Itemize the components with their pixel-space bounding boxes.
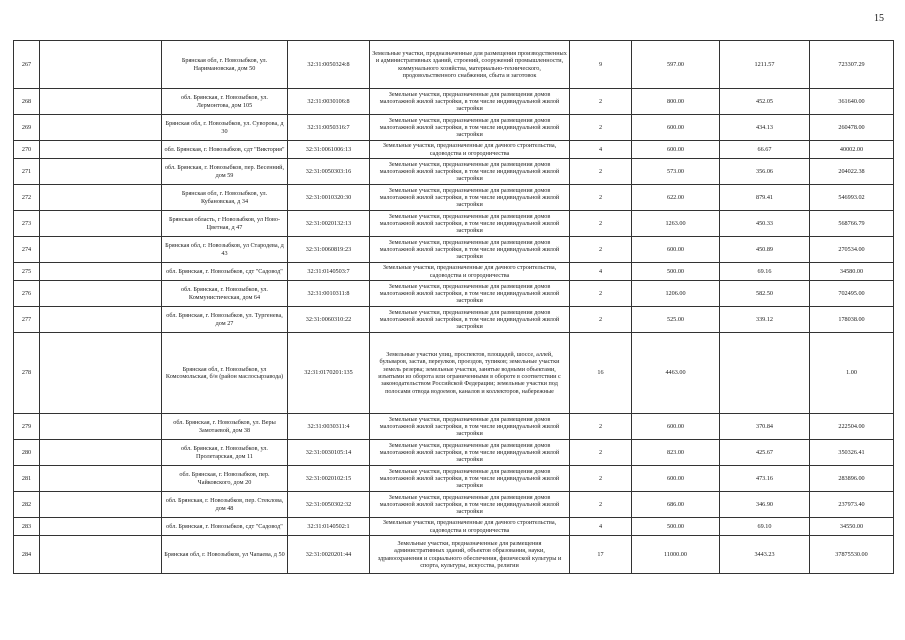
land-use-cell: Земельные участки, предназначенные для дачного строительства, садоводства и огородничества xyxy=(370,263,570,281)
specific-value-cell: 3443.23 xyxy=(720,536,810,574)
cadastral-value-cell: 283896.00 xyxy=(810,466,894,492)
group-number-cell: 2 xyxy=(570,492,632,518)
blank-cell xyxy=(40,518,162,536)
blank-cell xyxy=(40,281,162,307)
land-use-cell: Земельные участки, предназначенные для дачного строительства, садоводства и огородничества xyxy=(370,141,570,159)
row-number: 268 xyxy=(14,89,40,115)
land-use-cell: Земельные участки, предназначенные для размещения домов малоэтажной жилой застройки, в том числе индивидуальной жилой застройки xyxy=(370,466,570,492)
table-row xyxy=(14,440,894,466)
row-number: 277 xyxy=(14,307,40,333)
blank-cell xyxy=(40,466,162,492)
row-number: 279 xyxy=(14,414,40,440)
blank-cell xyxy=(40,307,162,333)
cadastral-number-cell: 32:31:0050316:7 xyxy=(288,115,370,141)
group-number-cell: 2 xyxy=(570,414,632,440)
cadastral-number-cell: 32:31:0050302:32 xyxy=(288,492,370,518)
specific-value-cell: 346.90 xyxy=(720,492,810,518)
cadastral-number-cell: 32:31:0050303:16 xyxy=(288,159,370,185)
blank-cell xyxy=(40,263,162,281)
specific-value-cell: 1211.57 xyxy=(720,41,810,89)
table-row xyxy=(14,414,894,440)
group-number-cell: 2 xyxy=(570,89,632,115)
group-number-cell: 2 xyxy=(570,281,632,307)
table-row xyxy=(14,536,894,574)
address-cell: обл. Брянская, г. Новозыбков, ул. Лермонтова, дом 105 xyxy=(162,89,288,115)
blank-cell xyxy=(40,159,162,185)
area-cell: 686.00 xyxy=(632,492,720,518)
address-cell: обл. Брянская, г. Новозыбков, ул. Тургенева, дом 27 xyxy=(162,307,288,333)
cadastral-value-cell: 350326.41 xyxy=(810,440,894,466)
specific-value-cell: 66.67 xyxy=(720,141,810,159)
blank-cell xyxy=(40,89,162,115)
group-number-cell: 2 xyxy=(570,159,632,185)
group-number-cell: 4 xyxy=(570,263,632,281)
cadastral-registry-table xyxy=(13,40,894,574)
row-number: 275 xyxy=(14,263,40,281)
address-cell: Брянская область, г Новозыбков, ул Ново-Цветная, д 47 xyxy=(162,211,288,237)
cadastral-number-cell: 32:31:0050324:8 xyxy=(288,41,370,89)
address-cell: обл. Брянская, г. Новозыбков, ул. Веры Замотаевой, дом 38 xyxy=(162,414,288,440)
area-cell: 500.00 xyxy=(632,263,720,281)
specific-value-cell: 69.16 xyxy=(720,263,810,281)
area-cell: 800.00 xyxy=(632,89,720,115)
table-row xyxy=(14,89,894,115)
address-cell: Брянская обл, г. Новозыбков, ул Комсомольская, б/н (район маслосырзавода) xyxy=(162,333,288,414)
land-use-cell: Земельные участки, предназначенные для размещения домов малоэтажной жилой застройки, в том числе индивидуальной жилой застройки xyxy=(370,414,570,440)
cadastral-number-cell: 32:31:0140503:7 xyxy=(288,263,370,281)
row-number: 271 xyxy=(14,159,40,185)
area-cell: 1206.00 xyxy=(632,281,720,307)
specific-value-cell xyxy=(720,333,810,414)
cadastral-value-cell: 702495.00 xyxy=(810,281,894,307)
specific-value-cell: 69.10 xyxy=(720,518,810,536)
cadastral-number-cell: 32:31:0140502:1 xyxy=(288,518,370,536)
cadastral-number-cell: 32:31:0010320:30 xyxy=(288,185,370,211)
group-number-cell: 2 xyxy=(570,211,632,237)
table-row xyxy=(14,237,894,263)
row-number: 284 xyxy=(14,536,40,574)
address-cell: обл. Брянская, г. Новозыбков, пер. Стеклова, дом 48 xyxy=(162,492,288,518)
specific-value-cell: 450.89 xyxy=(720,237,810,263)
address-cell: Брянская обл, г. Новозыбков, ул Стародева, д 43 xyxy=(162,237,288,263)
specific-value-cell: 370.84 xyxy=(720,414,810,440)
address-cell: Брянская обл, г. Новозыбков, ул Чапаева, д 50 xyxy=(162,536,288,574)
blank-cell xyxy=(40,414,162,440)
row-number: 283 xyxy=(14,518,40,536)
specific-value-cell: 425.67 xyxy=(720,440,810,466)
area-cell: 600.00 xyxy=(632,466,720,492)
page-number: 15 xyxy=(874,13,884,24)
area-cell: 525.00 xyxy=(632,307,720,333)
group-number-cell: 2 xyxy=(570,115,632,141)
group-number-cell: 2 xyxy=(570,185,632,211)
row-number: 269 xyxy=(14,115,40,141)
table-row xyxy=(14,263,894,281)
cadastral-value-cell: 34580.00 xyxy=(810,263,894,281)
table-row xyxy=(14,307,894,333)
land-use-cell: Земельные участки, предназначенные для размещения домов малоэтажной жилой застройки, в том числе индивидуальной жилой застройки xyxy=(370,492,570,518)
cadastral-value-cell: 40002.00 xyxy=(810,141,894,159)
blank-cell xyxy=(40,185,162,211)
specific-value-cell: 452.05 xyxy=(720,89,810,115)
row-number: 276 xyxy=(14,281,40,307)
row-number: 272 xyxy=(14,185,40,211)
specific-value-cell: 450.33 xyxy=(720,211,810,237)
area-cell: 1263.00 xyxy=(632,211,720,237)
group-number-cell: 17 xyxy=(570,536,632,574)
specific-value-cell: 473.16 xyxy=(720,466,810,492)
address-cell: обл. Брянская, г. Новозыбков, сдт "Садовод" xyxy=(162,518,288,536)
cadastral-number-cell: 32:31:0020102:15 xyxy=(288,466,370,492)
row-number: 270 xyxy=(14,141,40,159)
address-cell: Брянская обл, г. Новозыбков, ул. Наримановская, дом 50 xyxy=(162,41,288,89)
cadastral-number-cell: 32:31:0020201:44 xyxy=(288,536,370,574)
blank-cell xyxy=(40,536,162,574)
area-cell: 600.00 xyxy=(632,115,720,141)
row-number: 281 xyxy=(14,466,40,492)
table-row xyxy=(14,41,894,89)
area-cell: 597.00 xyxy=(632,41,720,89)
group-number-cell: 2 xyxy=(570,307,632,333)
cadastral-number-cell: 32:31:0060819:23 xyxy=(288,237,370,263)
cadastral-value-cell: 260478.00 xyxy=(810,115,894,141)
specific-value-cell: 339.12 xyxy=(720,307,810,333)
land-use-cell: Земельные участки, предназначенные для размещения домов малоэтажной жилой застройки, в том числе индивидуальной жилой застройки xyxy=(370,115,570,141)
group-number-cell: 16 xyxy=(570,333,632,414)
blank-cell xyxy=(40,41,162,89)
cadastral-value-cell: 1.00 xyxy=(810,333,894,414)
land-use-cell: Земельные участки, предназначенные для размещения домов малоэтажной жилой застройки, в том числе индивидуальной жилой застройки xyxy=(370,307,570,333)
cadastral-value-cell: 222504.00 xyxy=(810,414,894,440)
cadastral-value-cell: 546993.02 xyxy=(810,185,894,211)
land-use-cell: Земельные участки, предназначенные для размещения домов малоэтажной жилой застройки, в том числе индивидуальной жилой застройки xyxy=(370,440,570,466)
row-number: 273 xyxy=(14,211,40,237)
cadastral-number-cell: 32:31:0170201:135 xyxy=(288,333,370,414)
land-use-cell: Земельные участки, предназначенные для размещения домов малоэтажной жилой застройки, в том числе индивидуальной жилой застройки xyxy=(370,211,570,237)
table-row xyxy=(14,141,894,159)
cadastral-value-cell: 34550.00 xyxy=(810,518,894,536)
table-row xyxy=(14,159,894,185)
table-row xyxy=(14,518,894,536)
cadastral-value-cell: 270534.00 xyxy=(810,237,894,263)
group-number-cell: 2 xyxy=(570,237,632,263)
blank-cell xyxy=(40,211,162,237)
area-cell: 600.00 xyxy=(632,237,720,263)
specific-value-cell: 356.06 xyxy=(720,159,810,185)
area-cell: 573.00 xyxy=(632,159,720,185)
cadastral-value-cell: 361640.00 xyxy=(810,89,894,115)
address-cell: обл. Брянская, г. Новозыбков, пер. Весенний, дом 59 xyxy=(162,159,288,185)
specific-value-cell: 582.50 xyxy=(720,281,810,307)
land-use-cell: Земельные участки, предназначенные для размещения домов малоэтажной жилой застройки, в том числе индивидуальной жилой застройки xyxy=(370,89,570,115)
group-number-cell: 4 xyxy=(570,141,632,159)
table-row xyxy=(14,185,894,211)
area-cell: 600.00 xyxy=(632,414,720,440)
cadastral-number-cell: 32:31:0030311:4 xyxy=(288,414,370,440)
address-cell: обл. Брянская, г. Новозыбков, ул. Коммунистическая, дом 64 xyxy=(162,281,288,307)
land-use-cell: Земельные участки, предназначенные для размещения производственных и административных зданий, строений, сооружений промышленности, коммунального хозяйства, материально-технического, продовольственного снабжения, сбыта и заготовок xyxy=(370,41,570,89)
table-row xyxy=(14,115,894,141)
specific-value-cell: 879.41 xyxy=(720,185,810,211)
cadastral-value-cell: 37875530.00 xyxy=(810,536,894,574)
cadastral-value-cell: 237973.40 xyxy=(810,492,894,518)
land-use-cell: Земельные участки, предназначенные для размещения домов малоэтажной жилой застройки, в том числе индивидуальной жилой застройки xyxy=(370,237,570,263)
land-use-cell: Земельные участки, предназначенные для размещения домов малоэтажной жилой застройки, в том числе индивидуальной жилой застройки xyxy=(370,281,570,307)
group-number-cell: 2 xyxy=(570,466,632,492)
area-cell: 500.00 xyxy=(632,518,720,536)
blank-cell xyxy=(40,333,162,414)
row-number: 267 xyxy=(14,41,40,89)
row-number: 278 xyxy=(14,333,40,414)
table-row xyxy=(14,281,894,307)
blank-cell xyxy=(40,492,162,518)
cadastral-value-cell: 204022.38 xyxy=(810,159,894,185)
blank-cell xyxy=(40,115,162,141)
table-row xyxy=(14,466,894,492)
table-row xyxy=(14,492,894,518)
cadastral-value-cell: 568766.79 xyxy=(810,211,894,237)
cadastral-value-cell: 723307.29 xyxy=(810,41,894,89)
address-cell: обл. Брянская, г. Новозыбков, сдт "Виктория" xyxy=(162,141,288,159)
blank-cell xyxy=(40,440,162,466)
row-number: 282 xyxy=(14,492,40,518)
group-number-cell: 9 xyxy=(570,41,632,89)
area-cell: 4463.00 xyxy=(632,333,720,414)
specific-value-cell: 434.13 xyxy=(720,115,810,141)
address-cell: обл. Брянская, г. Новозыбков, ул. Пролетарская, дом 11 xyxy=(162,440,288,466)
cadastral-value-cell: 178038.00 xyxy=(810,307,894,333)
area-cell: 823.00 xyxy=(632,440,720,466)
table-row xyxy=(14,211,894,237)
land-use-cell: Земельные участки, предназначенные для размещения домов малоэтажной жилой застройки, в том числе индивидуальной жилой застройки xyxy=(370,185,570,211)
table-row xyxy=(14,333,894,414)
address-cell: Брянская обл, г. Новозыбков, ул. Кубановская, д 34 xyxy=(162,185,288,211)
row-number: 274 xyxy=(14,237,40,263)
area-cell: 622.00 xyxy=(632,185,720,211)
land-use-cell: Земельные участки, предназначенные для размещения административных зданий, объектов образования, науки, здравоохранения и социального обеспечения, физической культуры и спорта, культуры, искусства, религии xyxy=(370,536,570,574)
address-cell: Брянская обл, г. Новозыбков, ул. Суворова, д 30 xyxy=(162,115,288,141)
blank-cell xyxy=(40,141,162,159)
address-cell: обл. Брянская, г. Новозыбков, сдт "Садовод" xyxy=(162,263,288,281)
cadastral-number-cell: 32:31:0060310:22 xyxy=(288,307,370,333)
cadastral-number-cell: 32:31:0030106:8 xyxy=(288,89,370,115)
row-number: 280 xyxy=(14,440,40,466)
address-cell: обл. Брянская, г. Новозыбков, пер. Чайковского, дом 20 xyxy=(162,466,288,492)
area-cell: 600.00 xyxy=(632,141,720,159)
area-cell: 11000.00 xyxy=(632,536,720,574)
group-number-cell: 4 xyxy=(570,518,632,536)
land-use-cell: Земельные участки, предназначенные для размещения домов малоэтажной жилой застройки, в том числе индивидуальной жилой застройки xyxy=(370,159,570,185)
cadastral-number-cell: 32:31:0030105:14 xyxy=(288,440,370,466)
land-use-cell: Земельные участки, предназначенные для дачного строительства, садоводства и огородничества xyxy=(370,518,570,536)
cadastral-number-cell: 32:31:0020132:13 xyxy=(288,211,370,237)
cadastral-number-cell: 32:31:0061006:13 xyxy=(288,141,370,159)
cadastral-number-cell: 32:31:0010311:8 xyxy=(288,281,370,307)
land-use-cell: Земельные участки улиц, проспектов, площадей, шоссе, аллей, бульваров, застав, переулков, проездов, тупиков; земельные участки земель резерва; земельные участки, занятые водными объектами, изъятыми из оборота или ограниченными в обороте в соответствии с законодательством Российской Федерации; земельные участки под полосами отвода водоемов, каналов и коллекторов, набережные xyxy=(370,333,570,414)
group-number-cell: 2 xyxy=(570,440,632,466)
blank-cell xyxy=(40,237,162,263)
